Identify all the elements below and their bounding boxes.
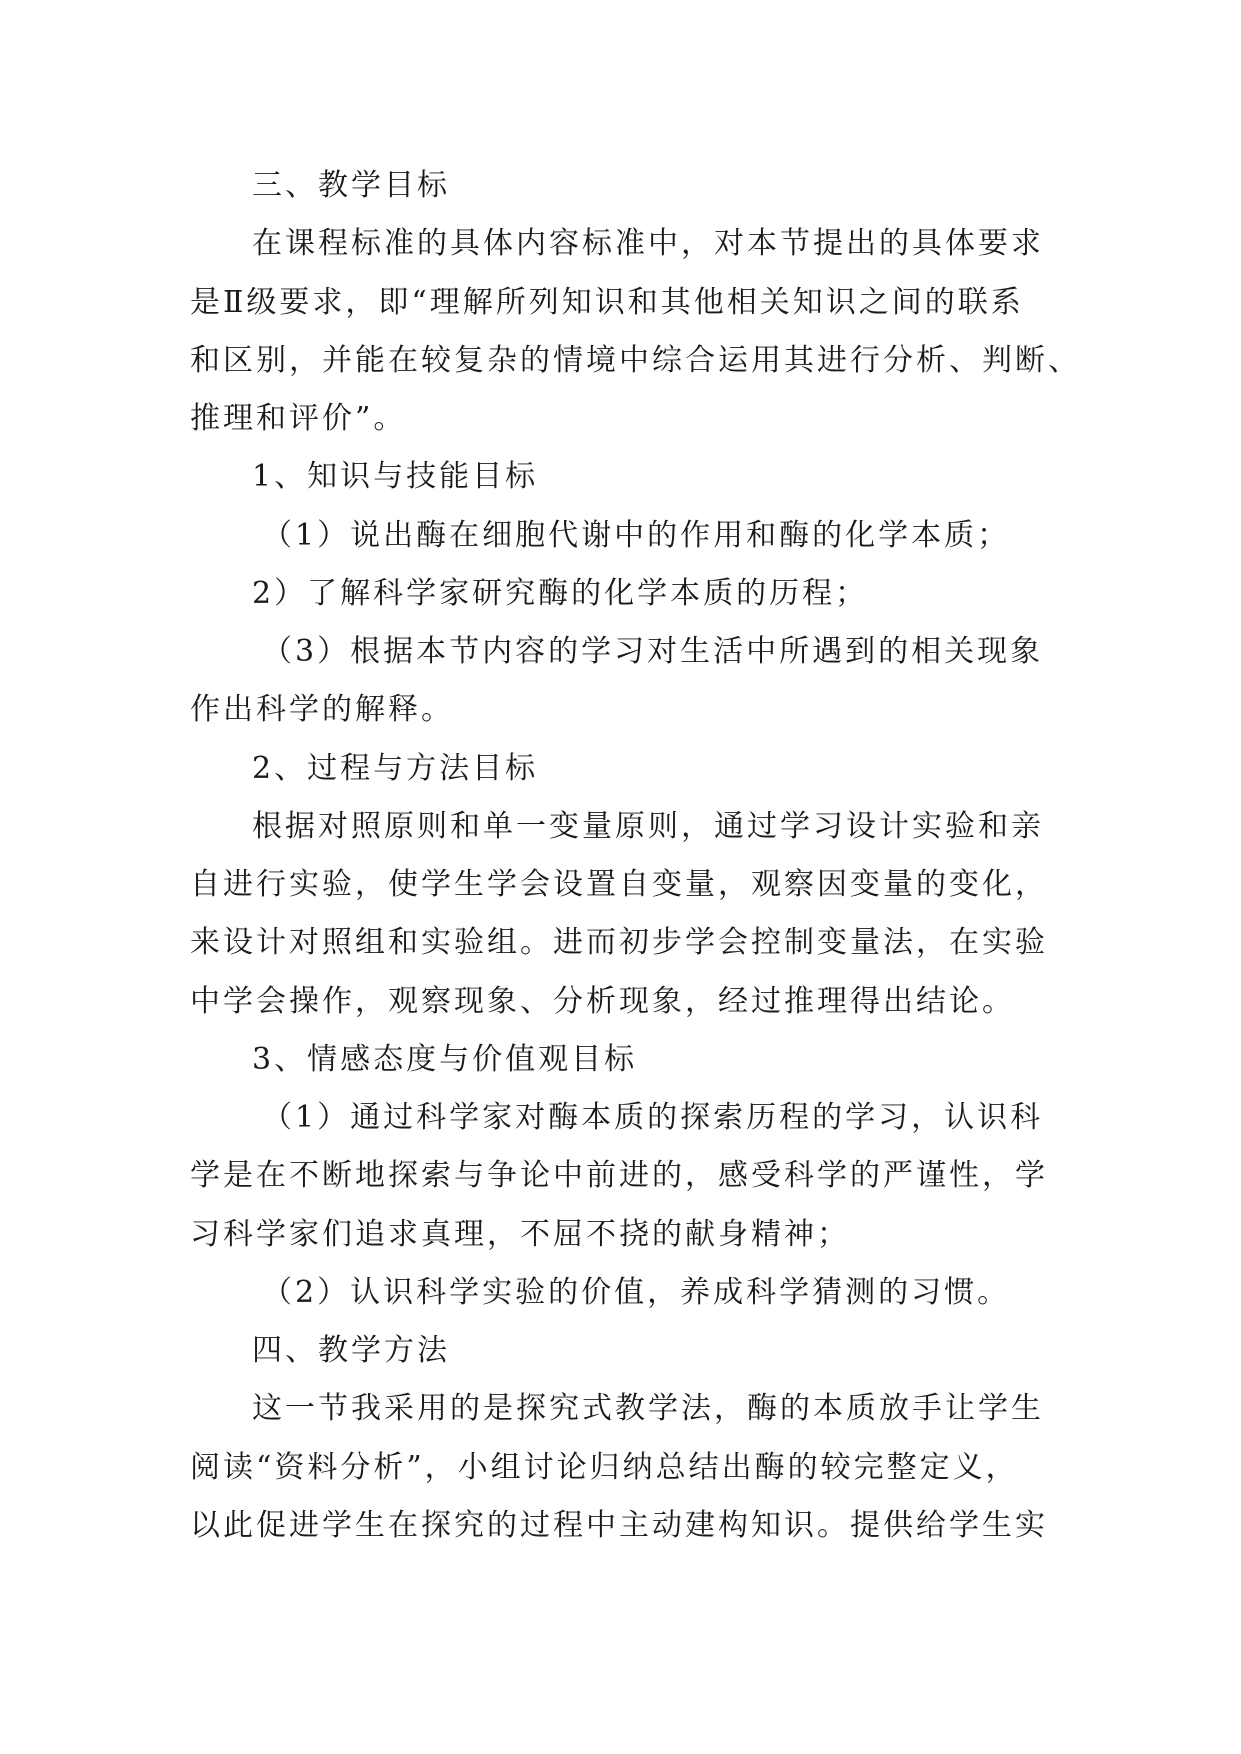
paragraph-line: 这一节我采用的是探究式教学法，酶的本质放手让学生 (252, 1391, 1044, 1426)
subheading-knowledge-skills: 1、知识与技能目标 (252, 459, 539, 494)
list-item: （1）说出酶在细胞代谢中的作用和酶的化学本质； (262, 518, 1011, 553)
list-item: （3）根据本节内容的学习对生活中所遇到的相关现象 (262, 634, 1044, 669)
paragraph-line: 是Ⅱ级要求，即“理解所列知识和其他相关知识之间的联系 (190, 285, 1024, 320)
heading-teaching-objectives: 三、教学目标 (252, 168, 450, 203)
subheading-emotion-values: 3、情感态度与价值观目标 (252, 1042, 638, 1077)
subheading-process-methods: 2、过程与方法目标 (252, 751, 539, 786)
paragraph-line: 作出科学的解释。 (190, 692, 454, 727)
paragraph-line: 和区别，并能在较复杂的情境中综合运用其进行分析、判断、 (190, 343, 1081, 378)
paragraph-line: 来设计对照组和实验组。进而初步学会控制变量法，在实验 (190, 925, 1048, 960)
list-item: （1）通过科学家对酶本质的探索历程的学习，认识科 (262, 1100, 1044, 1135)
paragraph-line: 中学会操作，观察现象、分析现象，经过推理得出结论。 (190, 984, 1015, 1019)
paragraph-line: 自进行实验，使学生学会设置自变量，观察因变量的变化， (190, 867, 1048, 902)
paragraph-line: 根据对照原则和单一变量原则，通过学习设计实验和亲 (252, 809, 1044, 844)
list-item: （2）认识科学实验的价值，养成科学猜测的习惯。 (262, 1275, 1011, 1310)
paragraph-line: 学是在不断地探索与争论中前进的，感受科学的严谨性，学 (190, 1158, 1048, 1193)
paragraph-line: 以此促进学生在探究的过程中主动建构知识。提供给学生实 (190, 1508, 1048, 1543)
heading-teaching-methods: 四、教学方法 (252, 1333, 450, 1368)
paragraph-line: 推理和评价”。 (190, 401, 407, 436)
paragraph-line: 习科学家们追求真理，不屈不挠的献身精神； (190, 1217, 850, 1252)
list-item: 2）了解科学家研究酶的化学本质的历程； (252, 576, 869, 611)
paragraph-line: 阅读“资料分析”，小组讨论归纳总结出酶的较完整定义， (190, 1450, 1019, 1485)
paragraph-line: 在课程标准的具体内容标准中，对本节提出的具体要求 (252, 226, 1044, 261)
